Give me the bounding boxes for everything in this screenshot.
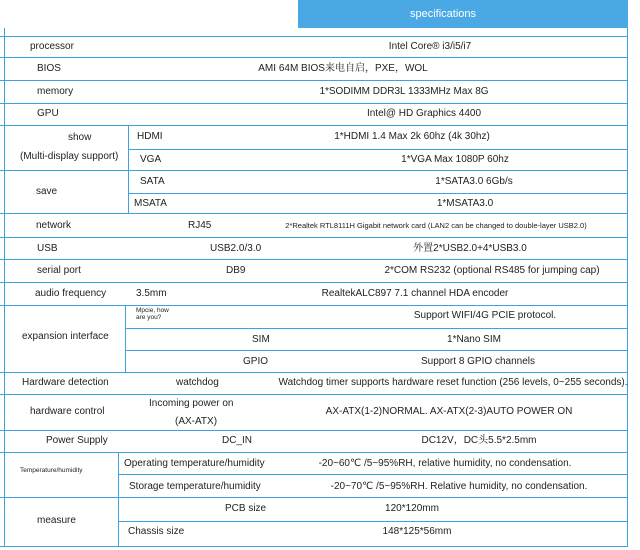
grid-line xyxy=(0,282,628,283)
grid-line xyxy=(0,497,628,498)
grid-line xyxy=(0,57,628,58)
msata-value: 1*MSATA3.0 xyxy=(436,198,494,209)
power-value: DC12V，DC头5.5*2.5mm xyxy=(421,435,537,446)
network-sublabel: RJ45 xyxy=(188,220,212,231)
gpu-label: GPU xyxy=(37,108,59,119)
hw-control-sublabel-2: (AX-ATX) xyxy=(175,416,218,427)
hdmi-label: HDMI xyxy=(137,131,163,142)
grid-line xyxy=(0,430,628,431)
sata-value: 1*SATA3.0 6Gb/s xyxy=(435,176,513,187)
gpio-label: GPIO xyxy=(243,356,269,367)
grid-line xyxy=(0,125,628,126)
table-header xyxy=(0,0,640,28)
sim-label: SIM xyxy=(252,334,270,345)
grid-line xyxy=(0,394,628,395)
hw-control-value: AX-ATX(1-2)NORMAL. AX-ATX(2-3)AUTO POWER ON xyxy=(325,406,573,417)
chassis-value: 148*125*56mm xyxy=(382,526,452,537)
power-label: Power Supply xyxy=(46,435,108,446)
chassis-label: Chassis size xyxy=(128,526,185,537)
grid-line xyxy=(0,305,628,306)
grid-line xyxy=(0,546,628,547)
gpu-value: Intel@ HD Graphics 4400 xyxy=(366,108,482,119)
msata-label: MSATA xyxy=(134,198,167,209)
grid-line xyxy=(118,474,628,475)
st-temp-value: -20~70℃ /5~95%RH. Relative humidity, no condensation. xyxy=(330,481,588,492)
grid-line xyxy=(128,193,628,194)
grid-line xyxy=(125,350,628,351)
usb-sublabel: USB2.0/3.0 xyxy=(210,243,262,254)
hw-detect-label: Hardware detection xyxy=(22,377,109,388)
grid-line xyxy=(0,103,628,104)
usb-value: 外置2*USB2.0+4*USB3.0 xyxy=(413,243,527,254)
serial-value: 2*COM RS232 (optional RS485 for jumping cap) xyxy=(384,265,600,276)
st-temp-label: Storage temperature/humidity xyxy=(129,481,261,492)
pcb-value: 120*120mm xyxy=(385,503,439,514)
grid-line xyxy=(0,452,628,453)
mpcie-value: Support WIFI/4G PCIE protocol. xyxy=(413,310,557,321)
vga-value: 1*VGA Max 1080P 60hz xyxy=(401,154,509,165)
expansion-label: expansion interface xyxy=(22,331,109,342)
op-temp-label: Operating temperature/humidity xyxy=(124,458,265,469)
mpcie-label: Mpcie, how are you? xyxy=(136,307,169,321)
serial-label: serial port xyxy=(37,265,81,276)
hw-detect-value: Watchdog timer supports hardware reset function (256 levels, 0~255 seconds). xyxy=(278,377,628,388)
grid-line xyxy=(118,452,119,546)
grid-line xyxy=(125,305,126,372)
grid-line xyxy=(0,372,628,373)
bios-label: BIOS xyxy=(37,63,61,74)
processor-value: Intel Core® i3/i5/i7 xyxy=(388,41,472,52)
measure-label: measure xyxy=(37,515,76,526)
network-value: 2*Realtek RTL8111H Gigabit network card (LAN2 can be changed to double-layer USB2.0) xyxy=(285,221,587,230)
vga-label: VGA xyxy=(140,154,162,165)
grid-line xyxy=(0,259,628,260)
header-title: specifications xyxy=(409,8,477,20)
grid-line xyxy=(0,213,628,214)
grid-line xyxy=(0,237,628,238)
grid-line xyxy=(0,80,628,81)
bios-value: AMI 64M BIOS来电自启，PXE，WOL xyxy=(258,63,428,74)
grid-line xyxy=(4,28,5,546)
save-label: save xyxy=(36,186,58,197)
op-temp-value: -20~60℃ /5~95%RH, relative humidity, no condensation. xyxy=(318,458,572,469)
show-sublabel: (Multi-display support) xyxy=(20,151,119,162)
hw-detect-sublabel: watchdog xyxy=(176,377,219,388)
usb-label: USB xyxy=(37,243,58,254)
grid-line xyxy=(128,149,628,150)
pcb-label: PCB size xyxy=(225,503,267,514)
memory-label: memory xyxy=(37,86,74,97)
power-sublabel: DC_IN xyxy=(222,435,253,446)
network-label: network xyxy=(36,220,72,231)
grid-line xyxy=(0,170,628,171)
grid-line xyxy=(128,125,129,213)
hw-control-sublabel-1: Incoming power on xyxy=(149,398,234,409)
hw-control-label: hardware control xyxy=(30,406,105,417)
grid-line xyxy=(0,36,628,37)
grid-line xyxy=(125,328,628,329)
audio-value: RealtekALC897 7.1 channel HDA encoder xyxy=(321,288,509,299)
gpio-value: Support 8 GPIO channels xyxy=(421,356,535,367)
grid-line xyxy=(118,521,628,522)
sim-value: 1*Nano SIM xyxy=(447,334,501,345)
memory-value: 1*SODIMM DDR3L 1333MHz Max 8G xyxy=(319,86,489,97)
grid-line xyxy=(627,28,628,546)
processor-label: processor xyxy=(30,41,74,52)
audio-sublabel: 3.5mm xyxy=(136,288,167,299)
temp-label: Temperature/humidity xyxy=(20,467,83,474)
serial-sublabel: DB9 xyxy=(226,265,246,276)
hdmi-value: 1*HDMI 1.4 Max 2k 60hz (4k 30hz) xyxy=(334,131,490,142)
sata-label: SATA xyxy=(140,176,165,187)
show-label: show xyxy=(68,132,92,143)
audio-label: audio frequency xyxy=(35,288,107,299)
